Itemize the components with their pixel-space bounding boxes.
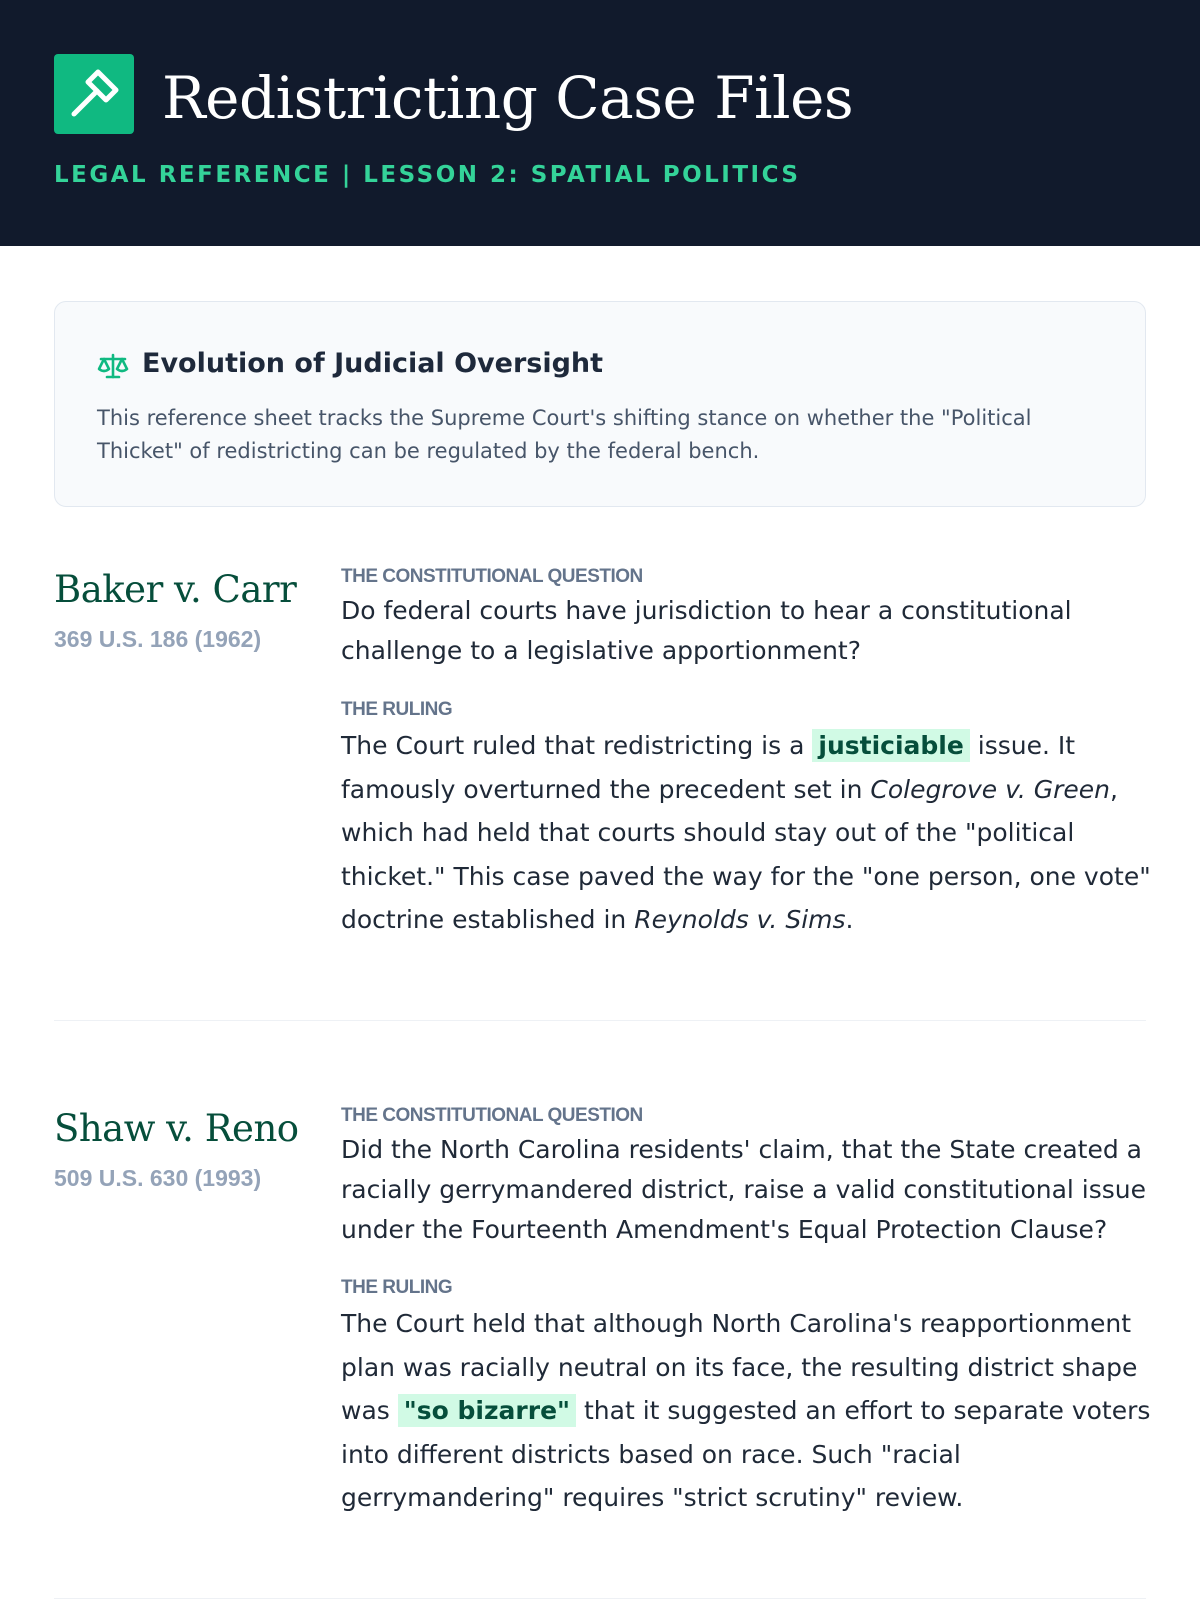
- case-reference: Colegrove v. Green: [870, 774, 1110, 804]
- ruling-label: THE RULING: [341, 1277, 453, 1298]
- ruling-text: The Court ruled that redistricting is a justiciable issue. It famously overturned the precedent set in Colegrove v. Green, which had held that courts should stay out of the "political thicket." This case paved the way for the "one person, one vote" doctrine established in Reynolds v. Sims.: [341, 731, 1151, 934]
- page-header: [0, 0, 1200, 246]
- question-label: THE CONSTITUTIONAL QUESTION: [341, 566, 643, 587]
- case-citation: 369 U.S. 186 (1962): [54, 626, 262, 652]
- highlight-term: "so bizarre": [398, 1394, 576, 1427]
- question-text: Did the North Carolina residents' claim, that the State created a racially gerrymandered district, raise a valid constitutional issue under the Fourteenth Amendment's Equal Protection Clause?: [341, 1135, 1147, 1244]
- question-label: THE CONSTITUTIONAL QUESTION: [341, 1105, 643, 1126]
- ruling-text: The Court held that although North Carolina's reapportionment plan was racially neutral on its face, the resulting district shape was "so bizarre" that it suggested an effort to separate voters into different districts based on race. Such "racial gerrymandering" requires "strict scrutiny" review.: [341, 1309, 1151, 1512]
- divider: [54, 1020, 1146, 1021]
- case-name: Baker v. Carr: [54, 568, 297, 611]
- divider: [54, 1598, 1146, 1599]
- gavel-icon: [54, 54, 134, 134]
- case-name: Shaw v. Reno: [54, 1107, 299, 1150]
- page-title: Redistricting Case Files: [162, 64, 854, 132]
- case-reference: Reynolds v. Sims: [634, 905, 846, 934]
- highlight-term: justiciable: [812, 729, 969, 762]
- intro-card: [54, 301, 1146, 507]
- scales-icon: [97, 352, 129, 385]
- ruling-label: THE RULING: [341, 699, 453, 720]
- intro-text: This reference sheet tracks the Supreme Court's shifting stance on whether the "Political Thicket" of redistricting can be regulated by the federal bench.: [97, 406, 1032, 463]
- question-text: Do federal courts have jurisdiction to hear a constitutional challenge to a legislative apportionment?: [341, 596, 1072, 665]
- case-citation: 509 U.S. 630 (1993): [54, 1165, 262, 1191]
- intro-title: Evolution of Judicial Oversight: [142, 348, 604, 379]
- page-subtitle: LEGAL REFERENCE | LESSON 2: SPATIAL POLITICS: [54, 162, 801, 188]
